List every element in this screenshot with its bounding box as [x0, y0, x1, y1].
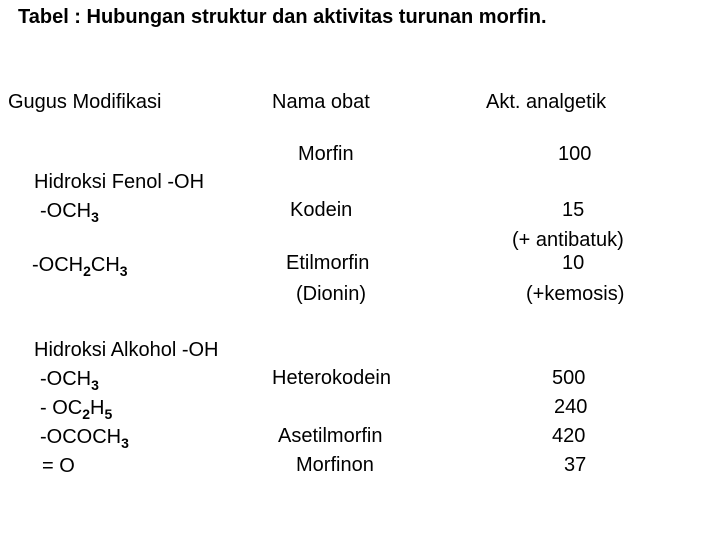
- group-hidroksi-alkohol: Hidroksi Alkohol -OH: [34, 339, 219, 361]
- akt-kodein-note: (+ antibatuk): [512, 229, 624, 251]
- gugus-subscript: 2: [82, 406, 91, 422]
- nama-morfinon: Morfinon: [296, 454, 374, 476]
- nama-heterokodein: Heterokodein: [272, 367, 391, 389]
- gugus-text: - OC: [40, 397, 83, 419]
- akt-morfin: 100: [558, 143, 592, 165]
- gugus-ococh3: [40, 425, 129, 449]
- gugus-subscript: 3: [121, 435, 129, 451]
- group-hidroksi-fenol: Hidroksi Fenol -OH: [34, 171, 205, 193]
- gugus-text: CH: [90, 254, 120, 276]
- gugus-subscript: 3: [91, 209, 99, 225]
- gugus-text: -OCH: [40, 200, 92, 222]
- table-title: Tabel : Hubungan struktur dan aktivitas turunan morfin.: [18, 6, 547, 28]
- akt-etilmorfin-note: (+kemosis): [526, 283, 625, 305]
- gugus-och3-alkohol: [40, 367, 99, 391]
- nama-asetilmorfin: Asetilmorfin: [278, 425, 383, 447]
- gugus-och2ch3: [32, 253, 128, 277]
- header-akt-analgetik: Akt. analgetik: [486, 91, 607, 113]
- gugus-subscript: 3: [119, 263, 128, 279]
- gugus-text: H: [90, 397, 105, 419]
- gugus-keton: = O: [42, 455, 75, 477]
- nama-etilmorfin-note: (Dionin): [296, 283, 367, 305]
- header-nama-obat: Nama obat: [272, 91, 370, 113]
- nama-kodein: Kodein: [290, 199, 353, 221]
- gugus-text: -OCOCH: [40, 426, 122, 448]
- gugus-subscript: 2: [83, 263, 91, 279]
- akt-morfinon: 37: [564, 454, 587, 476]
- gugus-text: -OCH: [32, 254, 84, 276]
- akt-etilmorfin: 10: [562, 252, 585, 274]
- gugus-oc2h5: [40, 396, 112, 420]
- gugus-subscript: 3: [91, 377, 99, 393]
- nama-etilmorfin: Etilmorfin: [286, 252, 370, 274]
- akt-asetilmorfin: 420: [552, 425, 586, 447]
- akt-heterokodein: 500: [552, 367, 586, 389]
- gugus-text: -OCH: [40, 368, 92, 390]
- gugus-subscript: 5: [104, 406, 113, 422]
- akt-kodein: 15: [562, 199, 585, 221]
- gugus-och3: [40, 199, 99, 223]
- akt-oc2h5: 240: [554, 396, 588, 418]
- nama-morfin: Morfin: [298, 143, 354, 165]
- header-gugus-modifikasi: Gugus Modifikasi: [8, 91, 162, 113]
